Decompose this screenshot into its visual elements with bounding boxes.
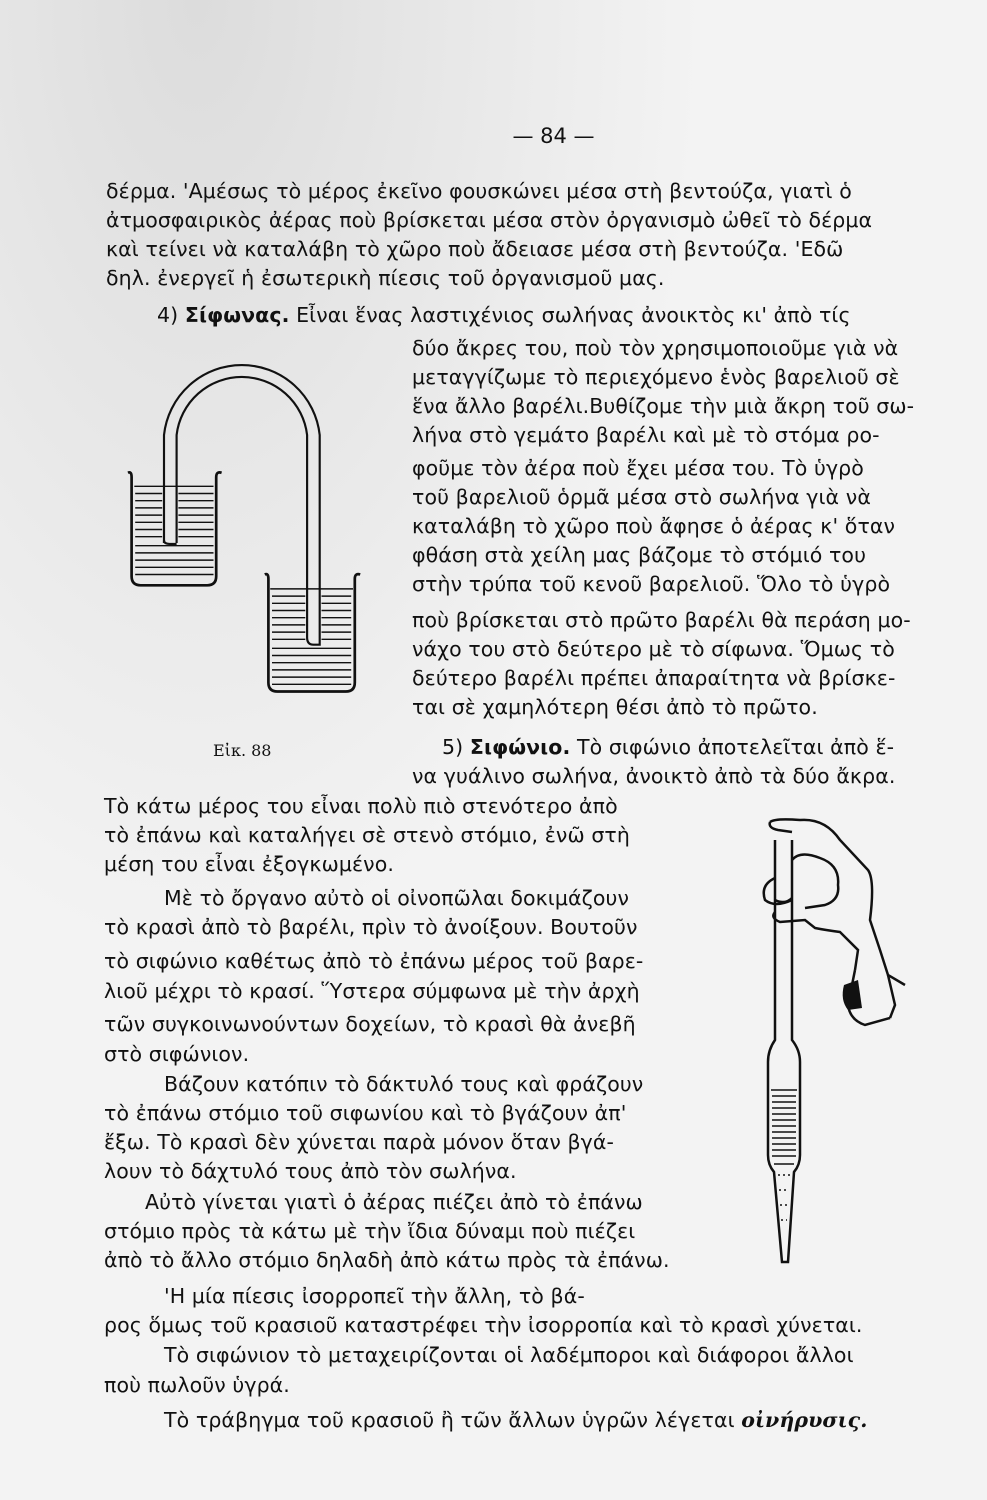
text-line: τὸ ἐπάνω καὶ καταλήγει σὲ στενὸ στόμιο, ἐνῶ στὴ <box>104 823 630 847</box>
text-line: στὴν τρύπα τοῦ κενοῦ βαρελιοῦ. Ὅλο τὸ ὑγρὸ <box>412 572 891 596</box>
text-line: καταλάβη τὸ χῶρο ποὺ ἄφησε ὁ ἀέρας κ' ὅταν <box>412 514 896 538</box>
text-line: τῶν συγκοινωνούντων δοχείων, τὸ κρασὶ θὰ ἀνεβῆ <box>104 1012 636 1036</box>
last-line-text: Τὸ τράβηγμα τοῦ κρασιοῦ ἢ τῶν ἄλλων ὑγρῶν λέγεται <box>164 1408 742 1432</box>
section-4-heading: Σίφωνας. <box>184 303 290 327</box>
text-line: τοῦ βαρελιοῦ ὁρμᾶ μέσα στὸ σωλήνα γιὰ νὰ <box>412 485 871 509</box>
section-5-heading: Σιφώνιο. <box>469 735 571 759</box>
text-line: λήνα στὸ γεμάτο βαρέλι καὶ μὲ τὸ στόμα ρο- <box>412 423 880 447</box>
text-line: τὸ σιφώνιο καθέτως ἀπὸ τὸ ἐπάνω μέρος τοῦ βαρε- <box>104 949 644 973</box>
text-line: στὸ σιφώνιον. <box>104 1042 250 1066</box>
text-line: νάχο του στὸ δεύτερο μὲ τὸ σίφωνα. Ὅμως τὸ <box>412 637 895 661</box>
section-4-first-line <box>157 301 851 329</box>
text-line: Τὸ κάτω μέρος του εἶναι πολὺ πιὸ στενότερο ἀπὸ <box>104 794 618 818</box>
text-line: τὸ ἐπάνω στόμιο τοῦ σιφωνίου καὶ τὸ βγάζουν ἀπ' <box>104 1101 627 1125</box>
text-line: να γυάλινο σωλήνα, ἀνοικτὸ ἀπὸ τὰ δύο ἄκρα. <box>412 764 896 788</box>
text-line: Τὸ σιφώνιον τὸ μεταχειρίζονται οἱ λαδέμποροι καὶ διάφοροι ἄλλοι <box>164 1343 854 1367</box>
text-line: ρος ὅμως τοῦ κρασιοῦ καταστρέφει τὴν ἰσορροπία καὶ τὸ κρασὶ χύνεται. <box>104 1313 863 1337</box>
text-line: ἀτμοσφαιρικὸς ἀέρας ποὺ βρίσκεται μέσα στὸν ὀργανισμὸ ὠθεῖ τὸ δέρμα <box>106 208 873 232</box>
text-line: μεταγγίζωμε τὸ περιεχόμενο ἑνὸς βαρελιοῦ σὲ <box>412 365 900 389</box>
section-5-number: 5) <box>442 735 464 759</box>
last-line <box>164 1406 867 1434</box>
text-line: ται σὲ χαμηλότερη θέσι ἀπὸ τὸ πρῶτο. <box>412 695 818 719</box>
figure-caption: Εἰκ. 88 <box>213 741 272 760</box>
text-line: Βάζουν κατόπιν τὸ δάκτυλό τους καὶ φράζουν <box>164 1072 644 1096</box>
text-line: ποὺ βρίσκεται στὸ πρῶτο βαρέλι θὰ περάση μο- <box>412 608 911 632</box>
text-line: δύο ἄκρες του, ποὺ τὸν χρησιμοποιοῦμε γιὰ νὰ <box>412 336 899 360</box>
text-line: μέση του εἶναι ἐξογκωμένο. <box>104 852 394 876</box>
text-line: στόμιο πρὸς τὰ κάτω μὲ τὴν ἴδια δύναμι ποὺ πιέζει <box>104 1219 636 1243</box>
text-line: 'Η μία πίεσις ἰσορροπεῖ τὴν ἄλλη, τὸ βά- <box>164 1284 585 1308</box>
text-line: ἔξω. Τὸ κρασὶ δὲν χύνεται παρὰ μόνον ὅταν βγά- <box>104 1130 615 1154</box>
text-line: φθάση στὰ χείλη μας βάζομε τὸ στόμιό του <box>412 543 867 567</box>
text-line: Μὲ τὸ ὄργανο αὐτὸ οἱ οἰνοπῶλαι δοκιμάζουν <box>164 886 630 910</box>
text-line: ἀπὸ τὸ ἄλλο στόμιο δηλαδὴ ἀπὸ κάτω πρὸς τὰ ἐπάνω. <box>104 1248 670 1272</box>
text-line: λιοῦ μέχρι τὸ κρασί. Ὕστερα σύμφωνα μὲ τὴν ἀρχὴ <box>104 979 640 1003</box>
section-4-text: Εἶναι ἕνας λαστιχένιος σωλήνας ἀνοικτὸς κι' ἀπὸ τίς <box>289 303 851 327</box>
section-5-first-line <box>442 733 894 761</box>
section-5-text: Τὸ σιφώνιο ἀποτελεῖται ἀπὸ ἕ- <box>570 735 895 759</box>
text-line: δεύτερο βαρέλι πρέπει ἀπαραίτητα νὰ βρίσκε- <box>412 666 896 690</box>
page-number: — 84 — <box>512 124 595 148</box>
section-4-number: 4) <box>157 303 179 327</box>
text-line: δέρμα. 'Αμέσως τὸ μέρος ἐκεῖνο φουσκώνει μέσα στὴ βεντούζα, γιατὶ ὁ <box>106 179 852 203</box>
text-line: φοῦμε τὸν ἀέρα ποὺ ἔχει μέσα του. Τὸ ὑγρὸ <box>412 456 864 480</box>
text-line: δηλ. ἐνεργεῖ ἡ ἐσωτερικὴ πίεσις τοῦ ὀργανισμοῦ μας. <box>106 266 665 290</box>
text-line: Αὐτὸ γίνεται γιατὶ ὁ ἀέρας πιέζει ἀπὸ τὸ ἐπάνω <box>145 1190 643 1214</box>
text-line: καὶ τείνει νὰ καταλάβη τὸ χῶρο ποὺ ἄδειασε μέσα στὴ βεντούζα. 'Εδῶ <box>106 237 844 261</box>
text-line: ἕνα ἄλλο βαρέλι.Βυθίζομε τὴν μιὰ ἄκρη τοῦ σω- <box>412 394 915 418</box>
text-line: λουν τὸ δάχτυλό τους ἀπὸ τὸν σωλήνα. <box>104 1159 517 1183</box>
term-oinerysis: οἰνήρυσις. <box>741 1408 868 1432</box>
text-line: ποὺ πωλοῦν ὑγρά. <box>104 1373 290 1397</box>
pipette-hand-illustration <box>730 800 950 1280</box>
text-line: τὸ κρασὶ ἀπὸ τὸ βαρέλι, πρὶν τὸ ἀνοίξουν. Βουτοῦν <box>104 915 638 939</box>
siphon-illustration <box>110 330 380 720</box>
